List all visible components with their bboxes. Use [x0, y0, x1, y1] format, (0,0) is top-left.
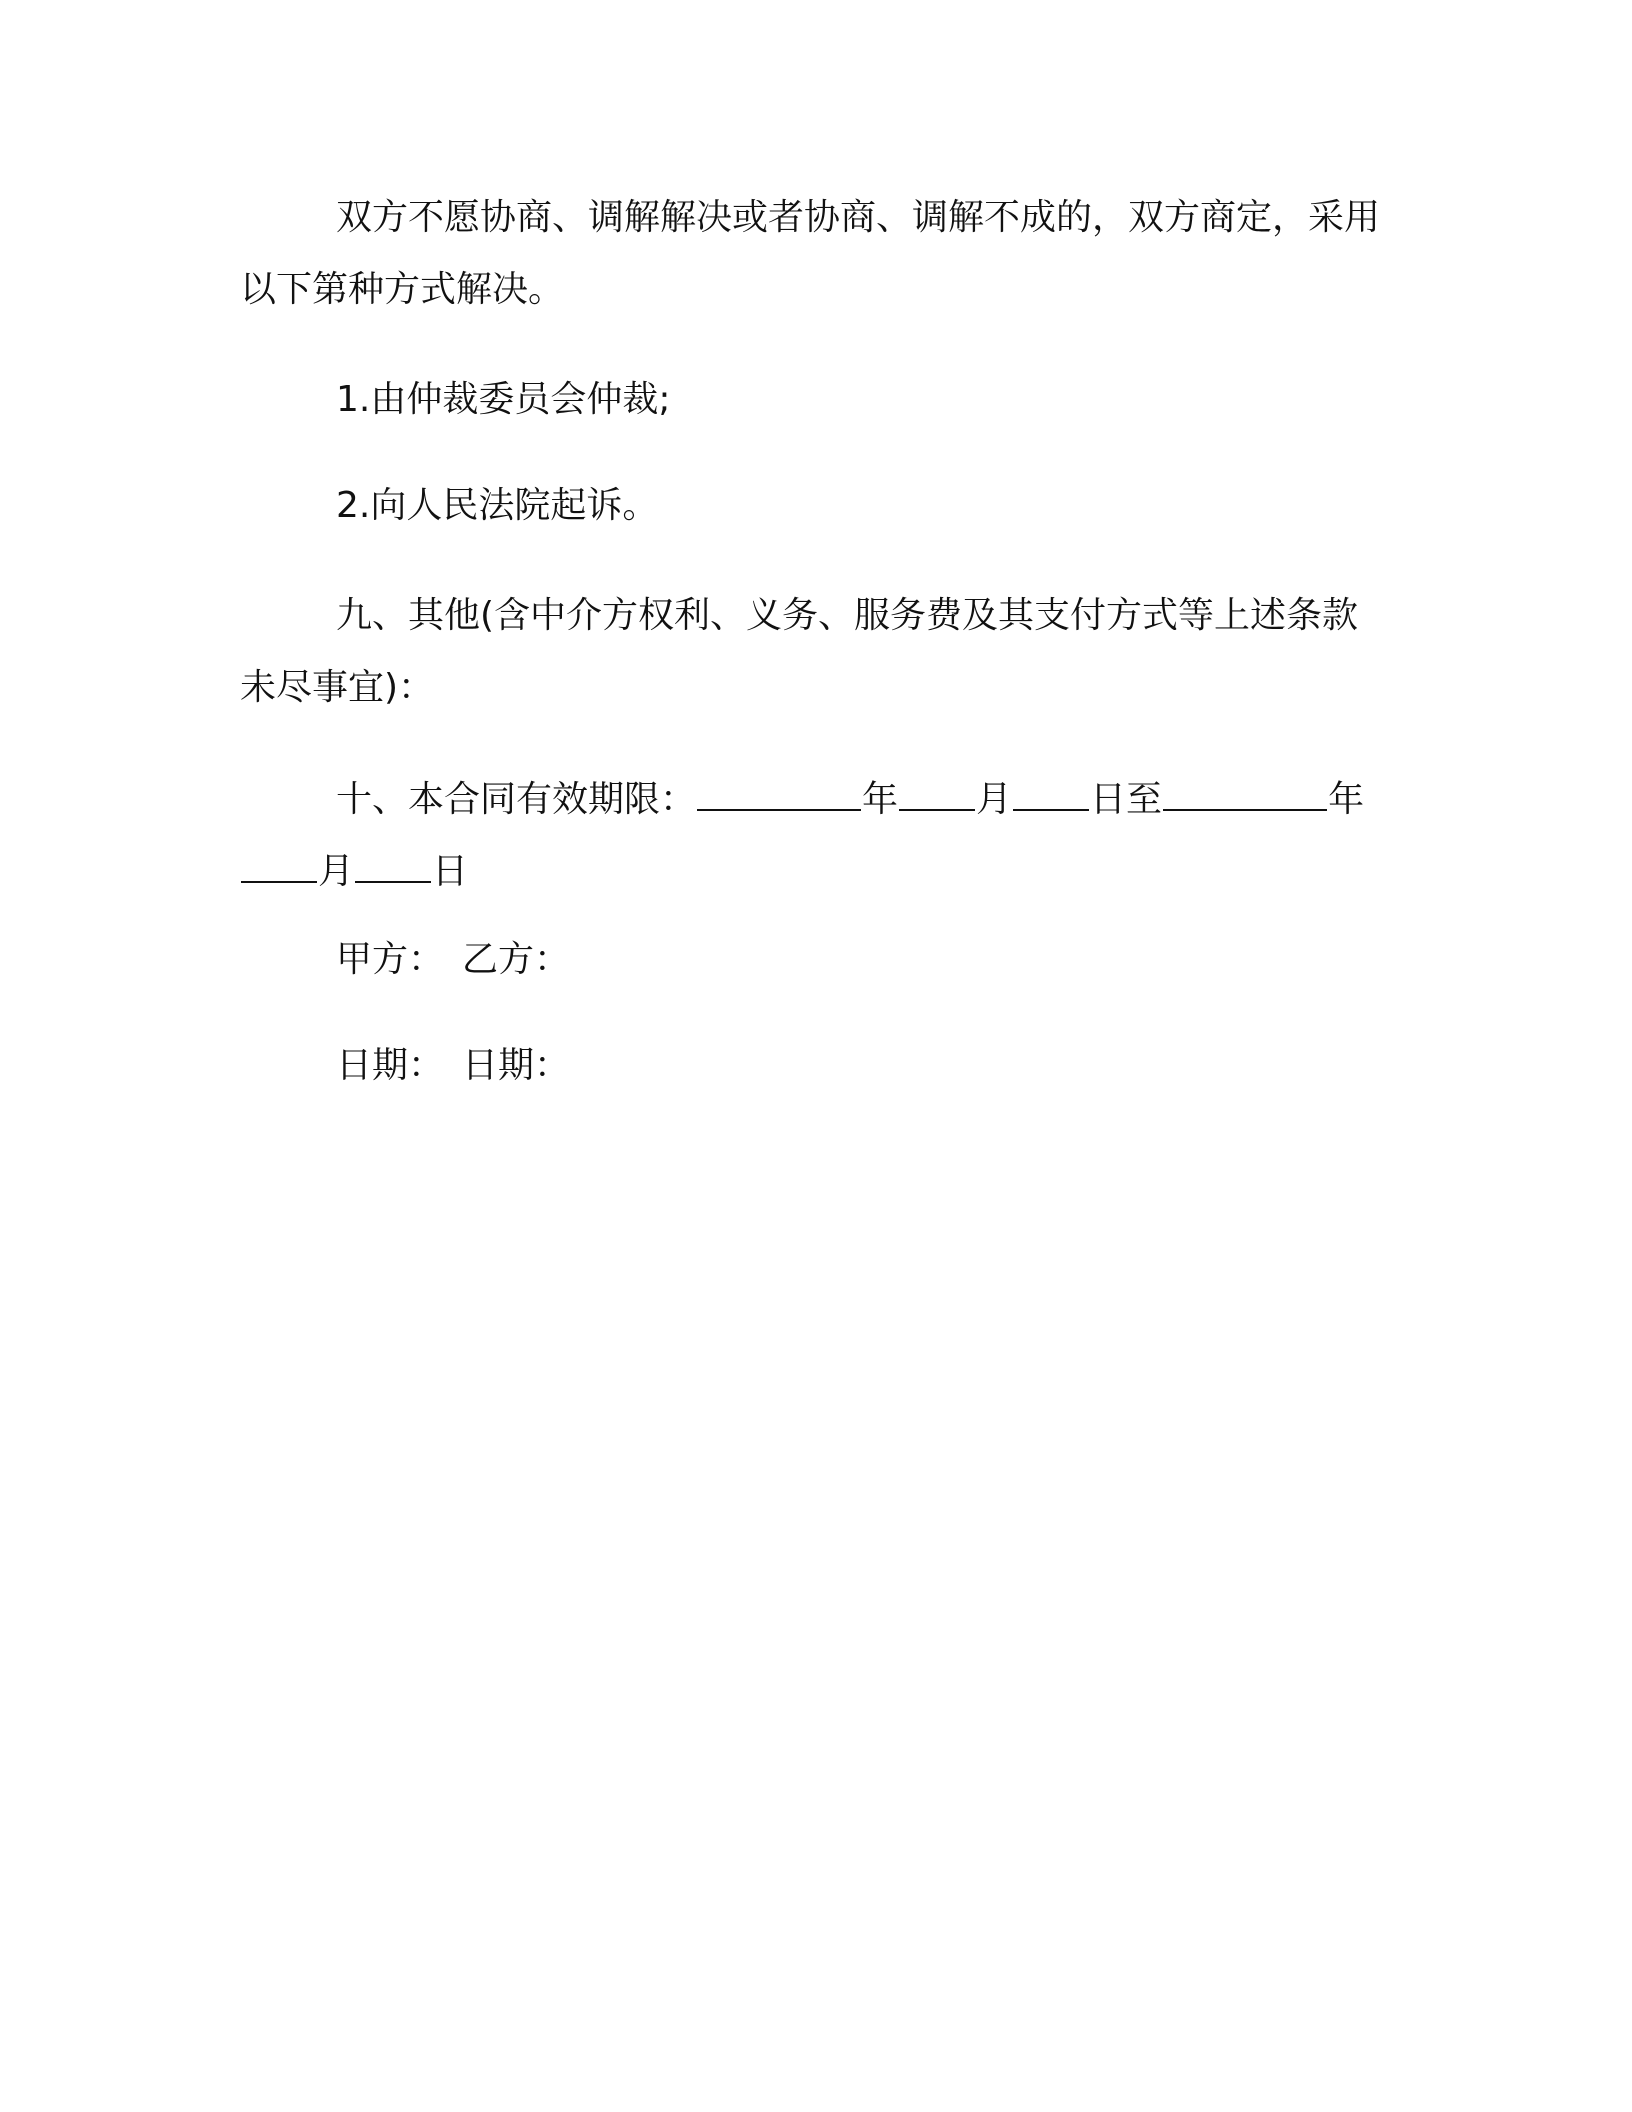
paragraph-dispute-resolution: 双方不愿协商、调解解决或者协商、调解不成的，双方商定，采用以下第种方式解决。	[240, 197, 1381, 310]
party-a-label: 甲方：	[336, 939, 445, 980]
end-month-label: 月	[318, 851, 355, 892]
start-month-label: 月	[976, 779, 1013, 820]
end-year-blank[interactable]	[1163, 775, 1327, 811]
start-month-blank[interactable]	[899, 775, 975, 811]
end-month-blank[interactable]	[241, 847, 317, 883]
start-year-blank[interactable]	[697, 775, 861, 811]
start-day-to-label: 日至	[1090, 779, 1163, 820]
date-label-party-b: 日期：	[462, 1045, 571, 1086]
date-label-party-a: 日期：	[336, 1045, 445, 1086]
party-b-label: 乙方：	[462, 939, 571, 980]
start-year-label: 年	[862, 779, 899, 820]
start-day-blank[interactable]	[1013, 775, 1089, 811]
paragraph-litigation-option: 2.向人民法院起诉。	[336, 485, 659, 526]
paragraph-other-terms: 九、其他(含中介方权利、义务、服务费及其支付方式等上述条款未尽事宜)：	[240, 595, 1359, 708]
validity-intro: 十、本合同有效期限：	[336, 779, 697, 820]
end-day-label: 日	[432, 851, 469, 892]
signature-dates-line	[240, 1030, 1380, 1102]
end-year-label: 年	[1328, 779, 1365, 820]
end-day-blank[interactable]	[355, 847, 431, 883]
paragraph-validity-period	[240, 764, 1380, 908]
signature-parties-line	[240, 924, 1380, 996]
paragraph-arbitration-option: 1.由仲裁委员会仲裁;	[336, 379, 671, 420]
